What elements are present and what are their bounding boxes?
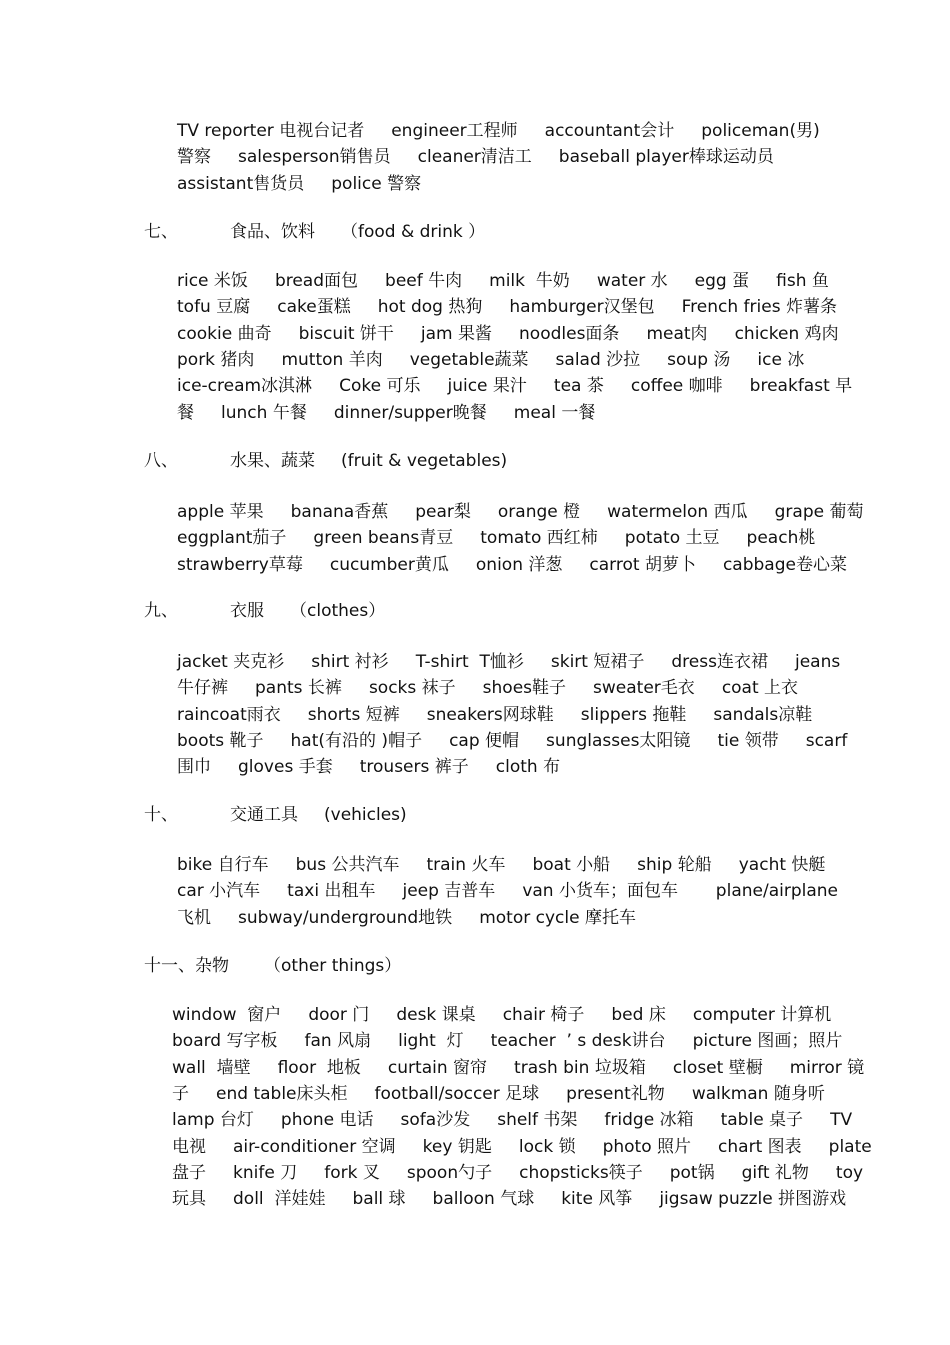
vocab-line: tofu 豆腐 cake蛋糕 hot dog 热狗 hamburger汉堡包 French fries 炸薯条 xyxy=(177,297,837,318)
section-number: 九、 xyxy=(144,601,178,621)
section-heading xyxy=(144,805,407,825)
vocab-line: 飞机 subway/underground地铁 motor cycle 摩托车 xyxy=(177,907,636,928)
section-title-english: （other things） xyxy=(264,956,402,976)
vocab-line: car 小汽车 taxi 出租车 jeep 吉普车 van 小货车；面包车 plane/airplane xyxy=(177,881,838,902)
vocab-line: assistant售货员 police 警察 xyxy=(177,173,422,194)
section-heading xyxy=(144,601,385,621)
vocab-line: 围巾 gloves 手套 trousers 裤子 cloth 布 xyxy=(177,757,561,778)
vocab-line: 餐 lunch 午餐 dinner/supper晚餐 meal 一餐 xyxy=(177,402,596,423)
vocab-line: rice 米饭 bread面包 beef 牛肉 milk 牛奶 water 水 egg 蛋 fish 鱼 xyxy=(177,271,829,291)
section-number: 十、 xyxy=(144,805,178,825)
section-title-chinese: 衣服 xyxy=(230,601,264,621)
vocab-line: wall 墙壁 floor 地板 curtain 窗帘 trash bin 垃圾箱 closet 壁橱 mirror 镜 xyxy=(172,1057,865,1078)
vocab-line: eggplant茄子 green beans青豆 tomato 西红柿 potato 土豆 peach桃 xyxy=(177,528,816,549)
section-title-chinese: 食品、饮料 xyxy=(230,222,315,242)
vocab-line: bike 自行车 bus 公共汽车 train 火车 boat 小船 ship 轮船 yacht 快艇 xyxy=(177,855,826,875)
section-number: 七、 xyxy=(144,222,178,242)
vocab-line: strawberry草莓 cucumber黄瓜 onion 洋葱 carrot 胡萝卜 cabbage卷心菜 xyxy=(177,554,847,575)
vocab-line: 子 end table床头柜 football/soccer 足球 present礼物 walkman 随身听 xyxy=(172,1083,825,1104)
vocab-line: 电视 air-conditioner 空调 key 钥匙 lock 锁 photo 照片 chart 图表 plate xyxy=(172,1136,872,1157)
section-title-english: （food & drink ） xyxy=(341,222,486,242)
section-title-english: (vehicles) xyxy=(324,805,407,825)
section-title-english: （clothes） xyxy=(290,601,386,621)
section-title-chinese: 水果、蔬菜 xyxy=(230,451,315,471)
section-heading xyxy=(144,956,401,976)
vocab-line: lamp 台灯 phone 电话 sofa沙发 shelf 书架 fridge 冰箱 table 桌子 TV xyxy=(172,1110,853,1131)
vocab-line: ice-cream冰淇淋 Coke 可乐 juice 果汁 tea 茶 coffee 咖啡 breakfast 早 xyxy=(177,376,853,397)
vocab-line: board 写字板 fan 风扇 light 灯 teacher ’ s desk讲台 picture 图画；照片 xyxy=(172,1031,843,1052)
vocab-line: 玩具 doll 洋娃娃 ball 球 balloon 气球 kite 风筝 jigsaw puzzle 拼图游戏 xyxy=(172,1189,847,1210)
vocab-line: 盘子 knife 刀 fork 叉 spoon勺子 chopsticks筷子 pot锅 gift 礼物 toy xyxy=(172,1162,864,1183)
vocab-line: 警察 salesperson销售员 cleaner清洁工 baseball player棒球运动员 xyxy=(177,147,774,168)
section-heading xyxy=(144,451,507,471)
vocab-line: pork 猪肉 mutton 羊肉 vegetable蔬菜 salad 沙拉 soup 汤 ice 冰 xyxy=(177,349,805,370)
vocab-line: jacket 夹克衫 shirt 衬衫 T-shirt T恤衫 skirt 短裙子 dress连衣裙 jeans xyxy=(177,652,841,672)
vocab-line: 牛仔裤 pants 长裤 socks 袜子 shoes鞋子 sweater毛衣 coat 上衣 xyxy=(177,678,799,699)
section-number: 八、 xyxy=(144,451,178,471)
section-heading xyxy=(144,222,485,242)
vocab-line: TV reporter 电视台记者 engineer工程师 accountant会计 policeman(男) xyxy=(177,121,820,141)
section-title-chinese: 交通工具 xyxy=(230,805,298,825)
section-number: 十一、杂物 xyxy=(144,956,229,976)
vocab-line: window 窗户 door 门 desk 课桌 chair 椅子 bed 床 computer 计算机 xyxy=(172,1005,832,1025)
vocab-line: apple 苹果 banana香蕉 pear梨 orange 橙 watermelon 西瓜 grape 葡萄 xyxy=(177,502,864,522)
vocab-line: boots 靴子 hat(有沿的 )帽子 cap 便帽 sunglasses太阳镜 tie 领带 scarf xyxy=(177,730,848,751)
vocab-line: cookie 曲奇 biscuit 饼干 jam 果酱 noodles面条 meat肉 chicken 鸡肉 xyxy=(177,323,839,344)
section-title-english: (fruit & vegetables) xyxy=(341,451,508,471)
vocab-line: raincoat雨衣 shorts 短裤 sneakers网球鞋 slippers 拖鞋 sandals凉鞋 xyxy=(177,704,813,725)
